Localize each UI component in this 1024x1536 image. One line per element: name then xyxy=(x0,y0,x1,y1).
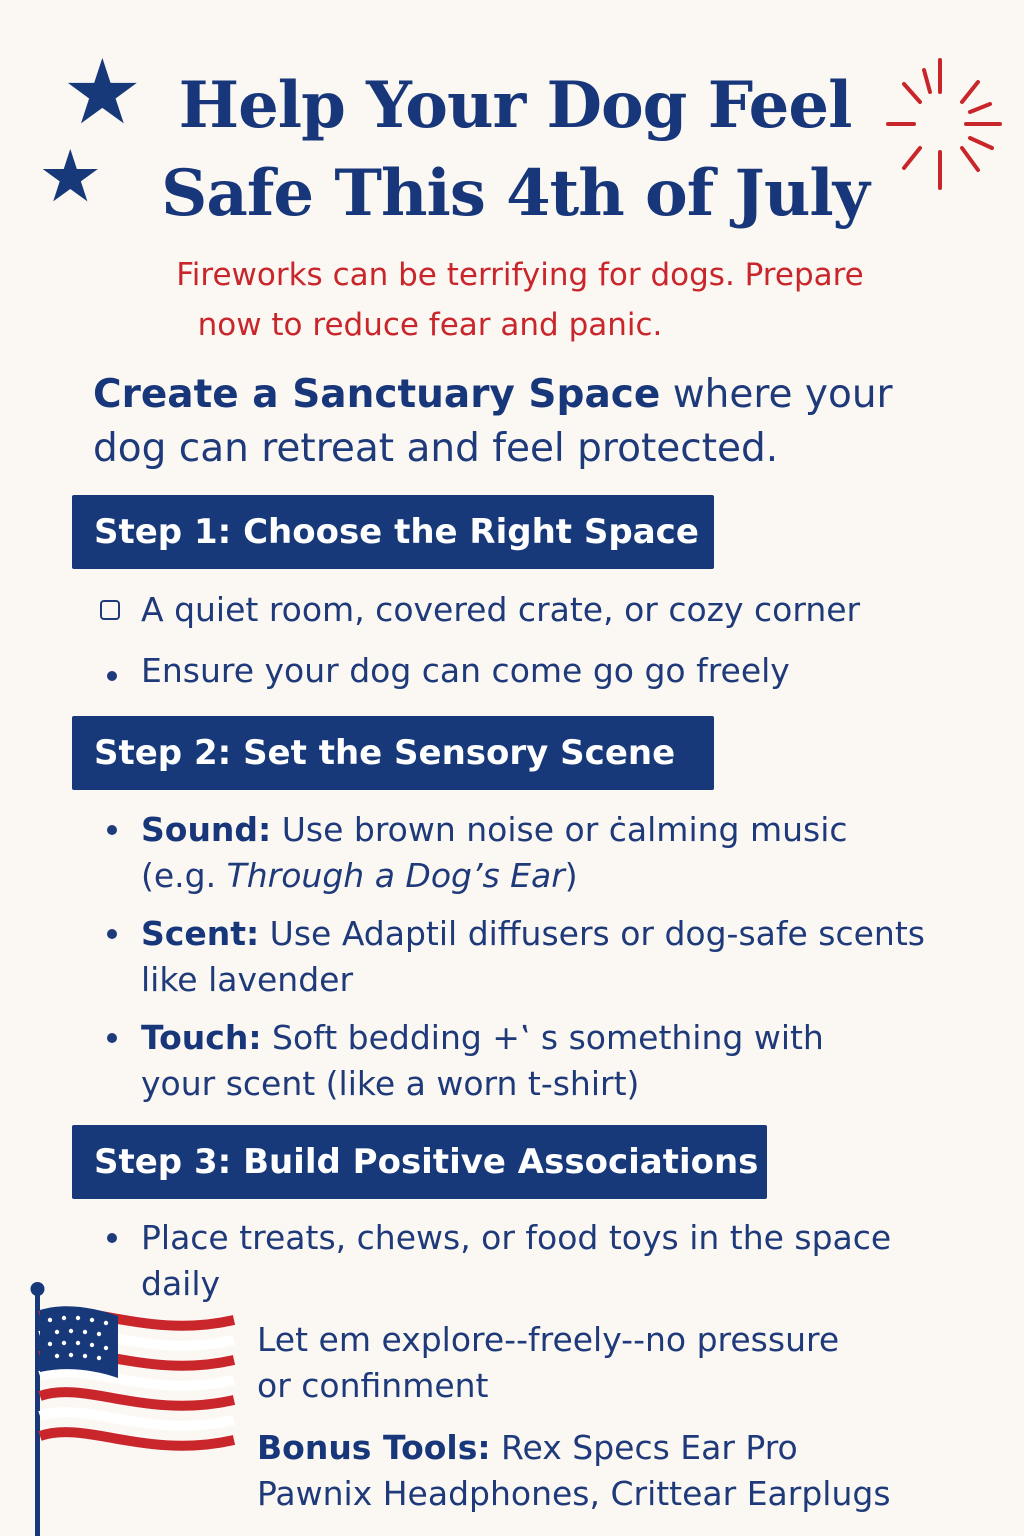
star-icon: ★ xyxy=(62,40,143,145)
bullet-icon xyxy=(107,1033,117,1043)
subtitle-line-2: now to reduce fear and panic. xyxy=(197,307,663,343)
bullet-icon xyxy=(107,929,117,939)
item-text: daily xyxy=(141,1264,221,1303)
bullet-icon xyxy=(107,825,117,835)
item-text: like lavender xyxy=(141,960,354,999)
firework-burst-icon xyxy=(880,52,1010,202)
item-text: your scent (like a worn t-shirt) xyxy=(141,1064,640,1103)
subtitle-line-1: Fireworks can be terrifying for dogs. Prepare xyxy=(176,257,864,293)
item-text: Use brown noise or ċalming music xyxy=(271,810,848,849)
title-line-2: Safe This 4th of July xyxy=(161,156,869,231)
item-text: ) xyxy=(564,856,578,895)
bullet-icon xyxy=(107,671,117,681)
item-text: Pawnix Headphones, Crittear Earplugs xyxy=(257,1474,891,1513)
page-title xyxy=(150,62,880,238)
list-item xyxy=(257,1317,839,1409)
item-bold: Scent: xyxy=(141,914,260,953)
item-bold: Bonus Tools: xyxy=(257,1428,491,1467)
list-item: Ensure your dog can come go go freely xyxy=(141,651,790,690)
subtitle xyxy=(100,250,940,350)
item-text: Use Adaptil diffusers or dog-safe scents xyxy=(259,914,925,953)
item-bold: Sound: xyxy=(141,810,272,849)
intro-text xyxy=(93,368,973,476)
step-3-header: Step 3: Build Positive Associations xyxy=(72,1125,767,1199)
list-item: A quiet room, covered crate, or cozy corner xyxy=(141,590,861,629)
item-text: Rex Specs Ear Pro xyxy=(490,1428,798,1467)
bullet-icon xyxy=(107,1233,117,1243)
item-text: (e.g. xyxy=(141,856,227,895)
item-text: or confinment xyxy=(257,1366,489,1405)
step-2-header: Step 2: Set the Sensory Scene xyxy=(72,716,714,790)
item-italic: Through a Dog’s Ear xyxy=(226,856,565,895)
item-bold: Touch: xyxy=(141,1018,262,1057)
list-item-scent xyxy=(141,911,925,1003)
item-text: Soft bedding +‛ s something with xyxy=(261,1018,824,1057)
american-flag-icon xyxy=(26,1280,241,1536)
star-icon: ★ xyxy=(38,134,103,218)
intro-rest: where your xyxy=(660,372,893,417)
intro-line-2: dog can retreat and feel protected. xyxy=(93,426,779,471)
step-1-header: Step 1: Choose the Right Space xyxy=(72,495,714,569)
title-line-1: Help Your Dog Feel xyxy=(178,68,852,143)
list-item-touch xyxy=(141,1015,824,1107)
checkbox-icon xyxy=(100,600,120,620)
item-text: Let em explore--freely--no pressure xyxy=(257,1320,840,1359)
list-item xyxy=(141,1215,891,1307)
list-item-sound xyxy=(141,807,848,899)
intro-bold: Create a Sanctuary Space xyxy=(93,372,661,417)
item-text: Place treats, chews, or food toys in the space xyxy=(141,1218,892,1257)
bonus-tools xyxy=(257,1425,891,1517)
